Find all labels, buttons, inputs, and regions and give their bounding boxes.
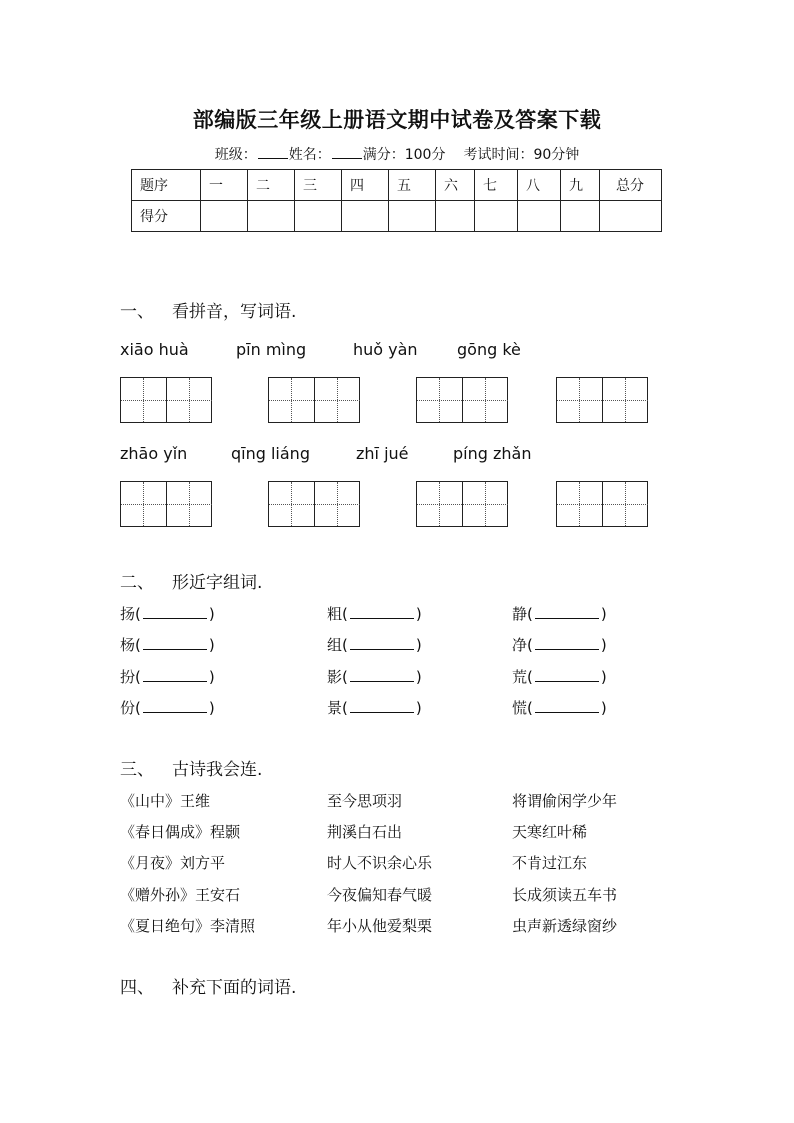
word-item: 净( ) (512, 636, 607, 654)
tianzige-box[interactable] (556, 481, 648, 527)
word-item: 扮( ) (120, 668, 215, 686)
poem-title: 《夏日绝句》李清照 (120, 917, 256, 935)
score-table (131, 169, 662, 232)
score-cell[interactable] (201, 201, 248, 232)
section-1-heading (120, 297, 296, 322)
answer-blank[interactable] (535, 637, 599, 650)
word-item: 静( ) (512, 605, 607, 623)
score-cell[interactable] (561, 201, 600, 232)
section-title: 形近字组词. (172, 573, 263, 593)
pinyin-label: píng zhǎn (453, 444, 532, 463)
word-item: 粗( ) (327, 605, 422, 623)
class-blank[interactable] (258, 146, 288, 159)
name-label: 姓名： (288, 147, 331, 163)
poem-line: 不肯过江东 (512, 854, 588, 872)
section-number: 二、 (120, 573, 154, 593)
pinyin-label: pīn mìng (236, 340, 307, 359)
word-item: 慌( ) (512, 699, 607, 717)
score-header-cell: 七 (475, 170, 518, 201)
section-title: 古诗我会连. (172, 760, 263, 780)
poem-line: 年小从他爱梨栗 (327, 917, 433, 935)
answer-blank[interactable] (535, 606, 599, 619)
poem-title: 《春日偶成》程颢 (120, 823, 241, 841)
poem-title: 《赠外孙》王安石 (120, 886, 241, 904)
score-header-cell: 题序 (132, 170, 201, 201)
score-cell[interactable] (342, 201, 389, 232)
class-label: 班级： (214, 147, 257, 163)
pinyin-label: zhāo yǐn (120, 444, 188, 463)
tianzige-box[interactable] (268, 481, 360, 527)
answer-blank[interactable] (143, 606, 207, 619)
word-item: 杨( ) (120, 636, 215, 654)
answer-blank[interactable] (143, 700, 207, 713)
score-header-cell: 三 (295, 170, 342, 201)
poem-line: 荆溪白石出 (327, 823, 403, 841)
score-header-cell: 九 (561, 170, 600, 201)
tianzige-box[interactable] (268, 377, 360, 423)
answer-blank[interactable] (535, 700, 599, 713)
score-table-score-row (132, 201, 662, 232)
answer-blank[interactable] (350, 700, 414, 713)
section-number: 四、 (120, 978, 154, 998)
tianzige-box[interactable] (556, 377, 648, 423)
word-item: 影( ) (327, 668, 422, 686)
score-cell[interactable] (389, 201, 436, 232)
section-title: 看拼音，写词语. (172, 302, 297, 322)
answer-blank[interactable] (535, 669, 599, 682)
score-cell[interactable] (248, 201, 295, 232)
word-item: 组( ) (327, 636, 422, 654)
score-header-cell: 四 (342, 170, 389, 201)
score-header-cell: 五 (389, 170, 436, 201)
poem-line: 至今思项羽 (327, 792, 403, 810)
section-4-heading (120, 973, 296, 998)
answer-blank[interactable] (350, 606, 414, 619)
section-3-heading (120, 755, 262, 780)
full-score: 满分：100分 (362, 147, 446, 163)
poem-line: 长成须读五车书 (512, 886, 618, 904)
exam-time: 考试时间：90分钟 (463, 147, 580, 163)
poem-line: 虫声新透绿窗纱 (512, 917, 618, 935)
poem-line: 天寒红叶稀 (512, 823, 588, 841)
tianzige-box[interactable] (120, 377, 212, 423)
word-item: 景( ) (327, 699, 422, 717)
name-blank[interactable] (332, 146, 362, 159)
score-cell[interactable] (518, 201, 561, 232)
score-row-label: 得分 (132, 201, 201, 232)
pinyin-label: zhī jué (356, 444, 409, 463)
section-number: 三、 (120, 760, 154, 780)
score-header-cell: 六 (436, 170, 475, 201)
word-item: 扬( ) (120, 605, 215, 623)
tianzige-box[interactable] (120, 481, 212, 527)
section-title: 补充下面的词语. (172, 978, 297, 998)
tianzige-box[interactable] (416, 377, 508, 423)
section-2-heading (120, 568, 262, 593)
pinyin-label: gōng kè (457, 340, 521, 359)
answer-blank[interactable] (143, 669, 207, 682)
score-cell[interactable] (295, 201, 342, 232)
score-header-cell: 二 (248, 170, 295, 201)
section-number: 一、 (120, 302, 154, 322)
score-cell[interactable] (436, 201, 475, 232)
exam-info-line (0, 144, 794, 164)
poem-line: 将谓偷闲学少年 (512, 792, 618, 810)
answer-blank[interactable] (350, 669, 414, 682)
score-cell[interactable] (600, 201, 662, 232)
poem-line: 时人不识余心乐 (327, 854, 433, 872)
pinyin-label: qīng liáng (231, 444, 310, 463)
answer-blank[interactable] (143, 637, 207, 650)
score-header-cell: 总分 (600, 170, 662, 201)
score-table-header-row (132, 170, 662, 201)
pinyin-label: xiāo huà (120, 340, 189, 359)
word-item: 荒( ) (512, 668, 607, 686)
poem-title: 《山中》王维 (120, 792, 211, 810)
poem-title: 《月夜》刘方平 (120, 854, 226, 872)
score-cell[interactable] (475, 201, 518, 232)
word-item: 份( ) (120, 699, 215, 717)
answer-blank[interactable] (350, 637, 414, 650)
score-header-cell: 八 (518, 170, 561, 201)
tianzige-box[interactable] (416, 481, 508, 527)
poem-line: 今夜偏知春气暖 (327, 886, 433, 904)
pinyin-label: huǒ yàn (353, 340, 418, 359)
page-title: 部编版三年级上册语文期中试卷及答案下载 (192, 107, 602, 132)
score-header-cell: 一 (201, 170, 248, 201)
